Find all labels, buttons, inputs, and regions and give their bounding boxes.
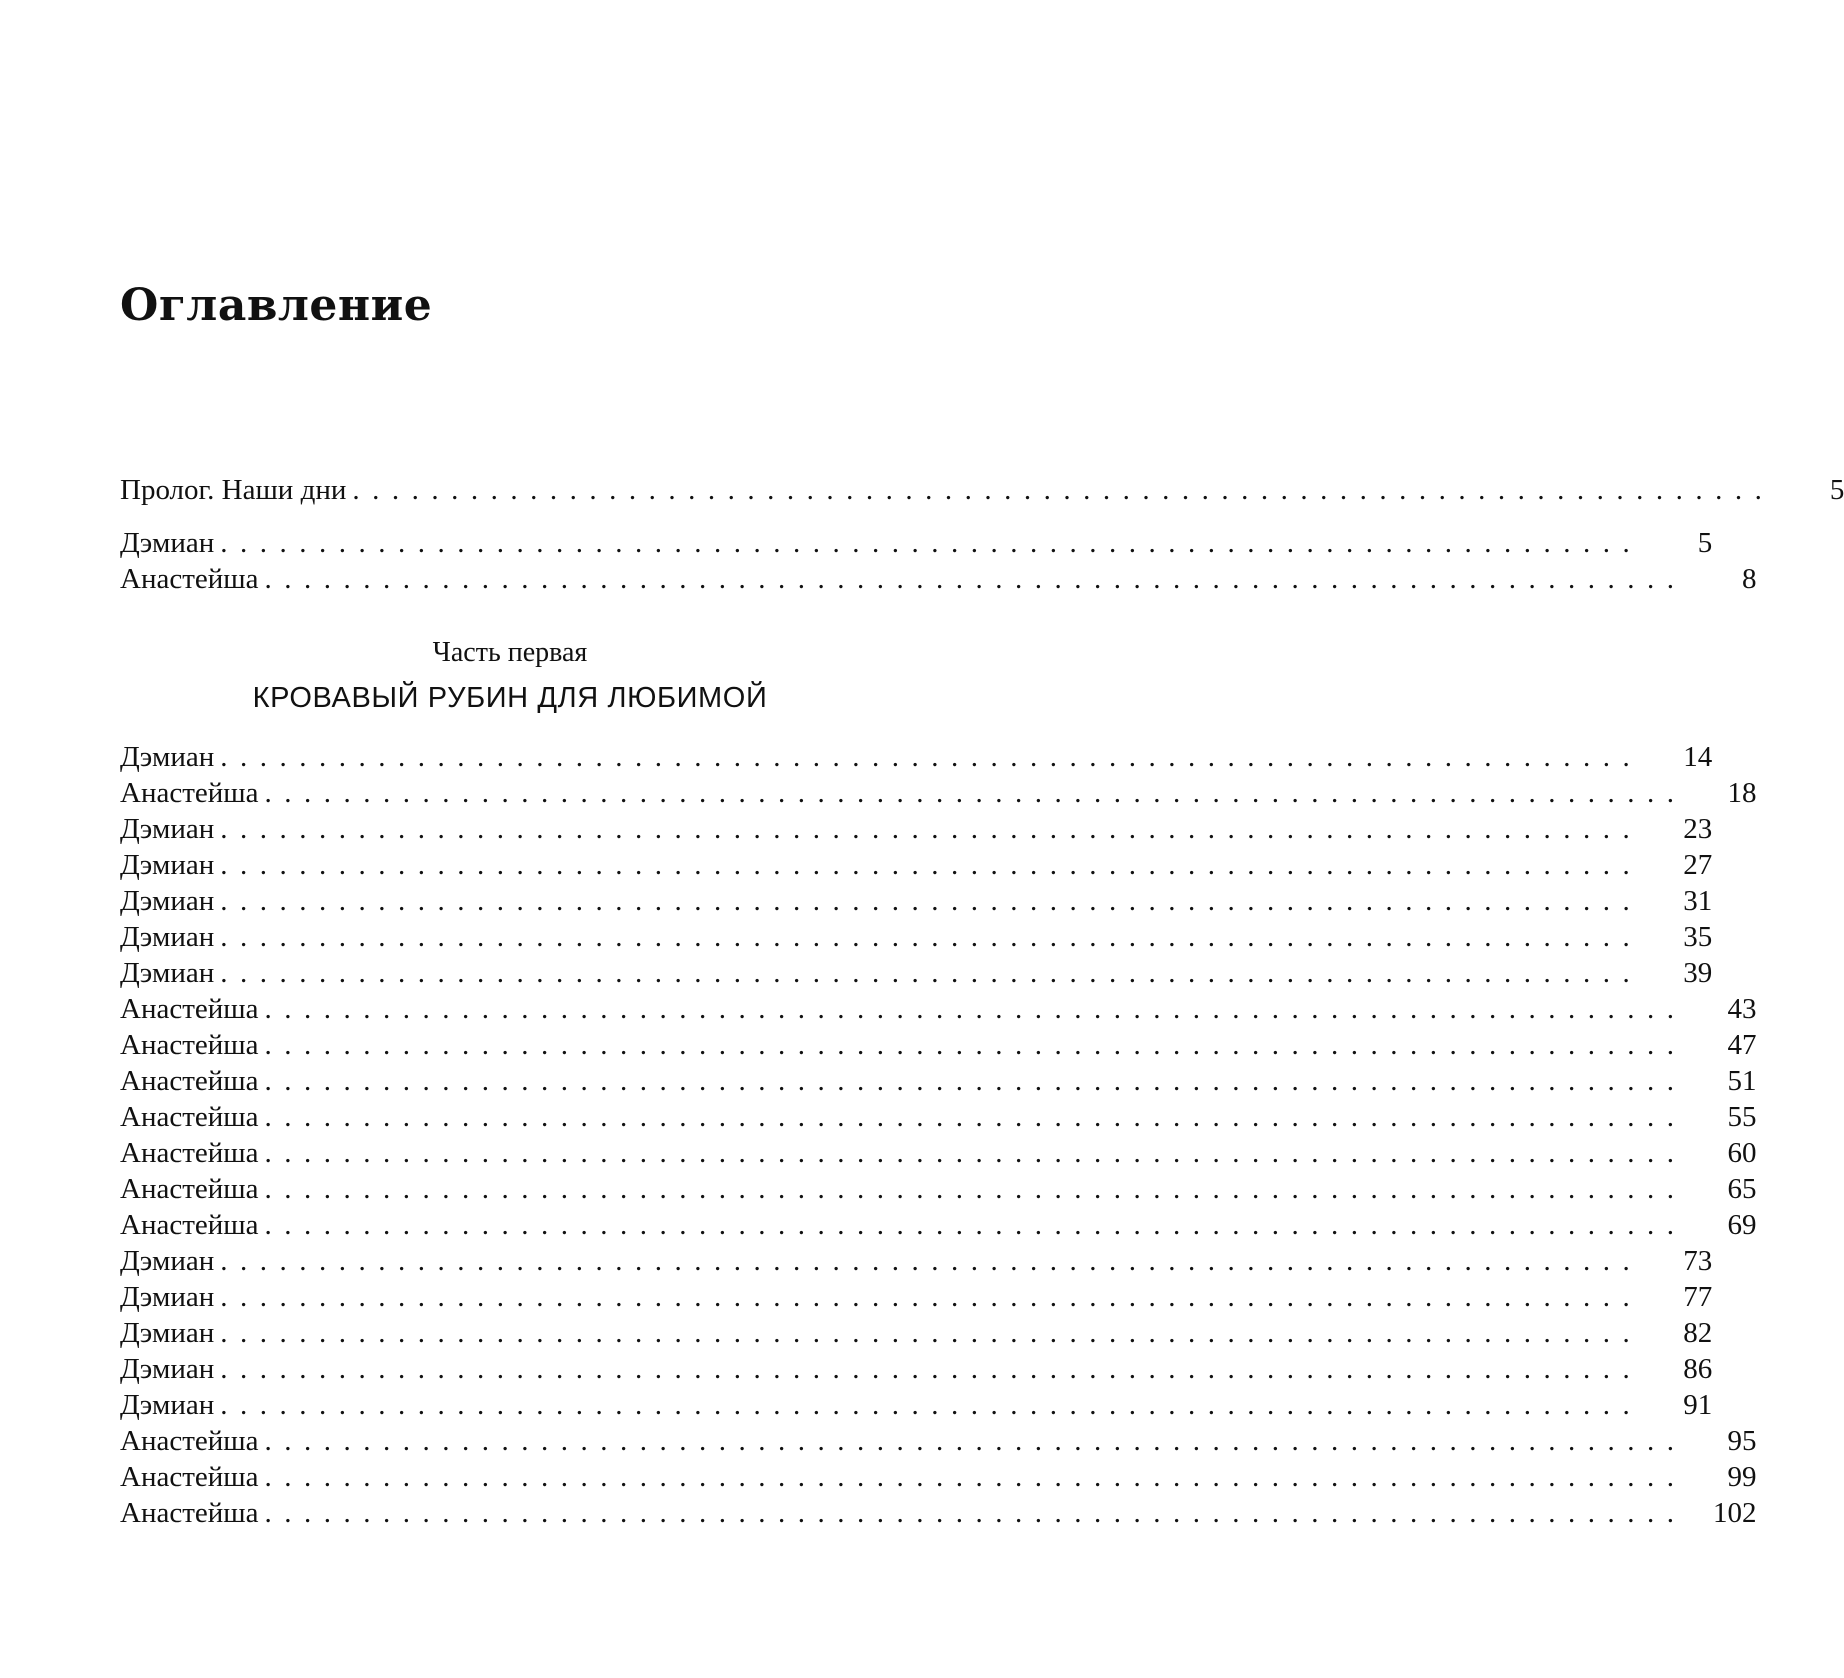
dot-leader: ........................................................................	[264, 1029, 1687, 1061]
toc-entry-label: Дэмиан	[120, 813, 215, 845]
dot-leader: ........................................................................	[264, 1497, 1687, 1529]
dot-leader: ........................................................................	[220, 741, 1643, 773]
dot-leader: ........................................................................	[220, 885, 1643, 917]
toc-entry[interactable]	[120, 740, 1713, 774]
page-title: Оглавление	[120, 280, 433, 331]
dot-leader: ........................................................................	[220, 527, 1643, 559]
toc-entry[interactable]	[120, 812, 1713, 846]
toc-entry[interactable]	[120, 1316, 1713, 1350]
toc-entry-page: 47	[1727, 1029, 1757, 1061]
toc-entry-label: Анастейша	[120, 1497, 259, 1529]
toc-entry[interactable]	[120, 1064, 1757, 1098]
toc-entry-page: 18	[1727, 777, 1757, 809]
dot-leader: ........................................................................	[264, 1425, 1687, 1457]
toc-entry-label: Дэмиан	[120, 1317, 215, 1349]
dot-leader: ........................................................................	[220, 813, 1643, 845]
toc-entry[interactable]	[120, 1496, 1757, 1530]
toc-entry[interactable]	[120, 1100, 1757, 1134]
toc-entry[interactable]	[120, 1172, 1757, 1206]
toc-entry-page: 99	[1727, 1461, 1757, 1493]
dot-leader: ........................................................................	[220, 1245, 1643, 1277]
toc-entry-page: 5	[1829, 474, 1844, 506]
toc-entry-label: Дэмиан	[120, 849, 215, 881]
dot-leader: ........................................................................	[220, 957, 1643, 989]
toc-entry-page: 77	[1683, 1281, 1713, 1313]
toc-entry-label: Дэмиан	[120, 957, 215, 989]
toc-entry-page: 35	[1683, 921, 1713, 953]
toc-entry-label: Анастейша	[120, 1461, 259, 1493]
toc-entry-label: Дэмиан	[120, 1353, 215, 1385]
toc-entry-page: 60	[1727, 1137, 1757, 1169]
toc-entry-page: 39	[1683, 957, 1713, 989]
toc-entry[interactable]	[120, 920, 1713, 954]
dot-leader: ........................................................................	[220, 921, 1643, 953]
toc-entry-label: Дэмиан	[120, 741, 215, 773]
toc-entry-page: 65	[1727, 1173, 1757, 1205]
toc-entry[interactable]	[120, 1460, 1757, 1494]
toc-entry-label: Анастейша	[120, 1209, 259, 1241]
toc-entry-label: Анастейша	[120, 777, 259, 809]
toc-entry-label: Анастейша	[120, 993, 259, 1025]
toc-entry[interactable]	[120, 1208, 1757, 1242]
toc-entry[interactable]	[120, 1280, 1713, 1314]
toc-entry-label: Анастейша	[120, 1137, 259, 1169]
toc-entry-page: 43	[1727, 993, 1757, 1025]
toc-entry-page: 8	[1741, 563, 1757, 595]
toc-entry-label: Дэмиан	[120, 1389, 215, 1421]
toc-entry[interactable]	[120, 1388, 1713, 1422]
dot-leader: ........................................................................	[264, 1137, 1687, 1169]
toc-entry[interactable]	[120, 562, 1757, 596]
dot-leader: ........................................................................	[264, 1101, 1687, 1133]
toc-entry-page: 27	[1683, 849, 1713, 881]
dot-leader: ........................................................................	[220, 849, 1643, 881]
toc-entry[interactable]	[120, 1136, 1757, 1170]
dot-leader: ........................................................................	[264, 563, 1687, 595]
dot-leader: ........................................................................	[352, 474, 1775, 506]
toc-entry-label: Анастейша	[120, 1101, 259, 1133]
toc-entry-page: 82	[1683, 1317, 1713, 1349]
dot-leader: ........................................................................	[264, 1173, 1687, 1205]
toc-entry-page: 86	[1683, 1353, 1713, 1385]
toc-entry-label: Анастейша	[120, 1065, 259, 1097]
toc-entry[interactable]	[120, 992, 1757, 1026]
toc-entry[interactable]	[120, 956, 1713, 990]
toc-entry-page: 23	[1683, 813, 1713, 845]
dot-leader: ........................................................................	[220, 1353, 1643, 1385]
toc-entry-page: 31	[1683, 885, 1713, 917]
toc-entry[interactable]	[120, 1244, 1713, 1278]
part-label: Часть первая	[432, 637, 588, 668]
toc-entry[interactable]	[120, 884, 1713, 918]
toc-entry-page: 102	[1712, 1497, 1757, 1529]
toc-entry-page: 69	[1727, 1209, 1757, 1241]
toc-entry-prologue[interactable]	[120, 473, 1844, 507]
dot-leader: ........................................................................	[220, 1317, 1643, 1349]
toc-entry-label: Дэмиан	[120, 921, 215, 953]
part-title: КРОВАВЫЙ РУБИН ДЛЯ ЛЮБИМОЙ	[252, 682, 768, 714]
dot-leader: ........................................................................	[220, 1281, 1643, 1313]
toc-entry-page: 55	[1727, 1101, 1757, 1133]
toc-entry-page: 14	[1683, 741, 1713, 773]
dot-leader: ........................................................................	[264, 777, 1687, 809]
toc-entry-label: Анастейша	[120, 1173, 259, 1205]
toc-entry[interactable]	[120, 848, 1713, 882]
toc-entry-page: 95	[1727, 1425, 1757, 1457]
toc-entry-label: Дэмиан	[120, 1281, 215, 1313]
toc-entry[interactable]	[120, 776, 1757, 810]
toc-entry-page: 73	[1683, 1245, 1713, 1277]
toc-entry-label: Анастейша	[120, 1425, 259, 1457]
toc-entry-page: 51	[1727, 1065, 1757, 1097]
dot-leader: ........................................................................	[264, 1209, 1687, 1241]
toc-entry[interactable]	[120, 1028, 1757, 1062]
dot-leader: ........................................................................	[264, 1461, 1687, 1493]
toc-entry[interactable]	[120, 526, 1713, 560]
toc-entry-label: Анастейша	[120, 563, 259, 595]
toc-entry-label: Пролог. Наши дни	[120, 474, 347, 506]
dot-leader: ........................................................................	[264, 1065, 1687, 1097]
dot-leader: ........................................................................	[264, 993, 1687, 1025]
toc-entry-label: Дэмиан	[120, 1245, 215, 1277]
toc-entry[interactable]	[120, 1424, 1757, 1458]
toc-entry-label: Дэмиан	[120, 527, 215, 559]
toc-entry[interactable]	[120, 1352, 1713, 1386]
toc-entry-page: 5	[1697, 527, 1713, 559]
dot-leader: ........................................................................	[220, 1389, 1643, 1421]
toc-entry-page: 91	[1683, 1389, 1713, 1421]
toc-entry-label: Дэмиан	[120, 885, 215, 917]
toc-entry-label: Анастейша	[120, 1029, 259, 1061]
